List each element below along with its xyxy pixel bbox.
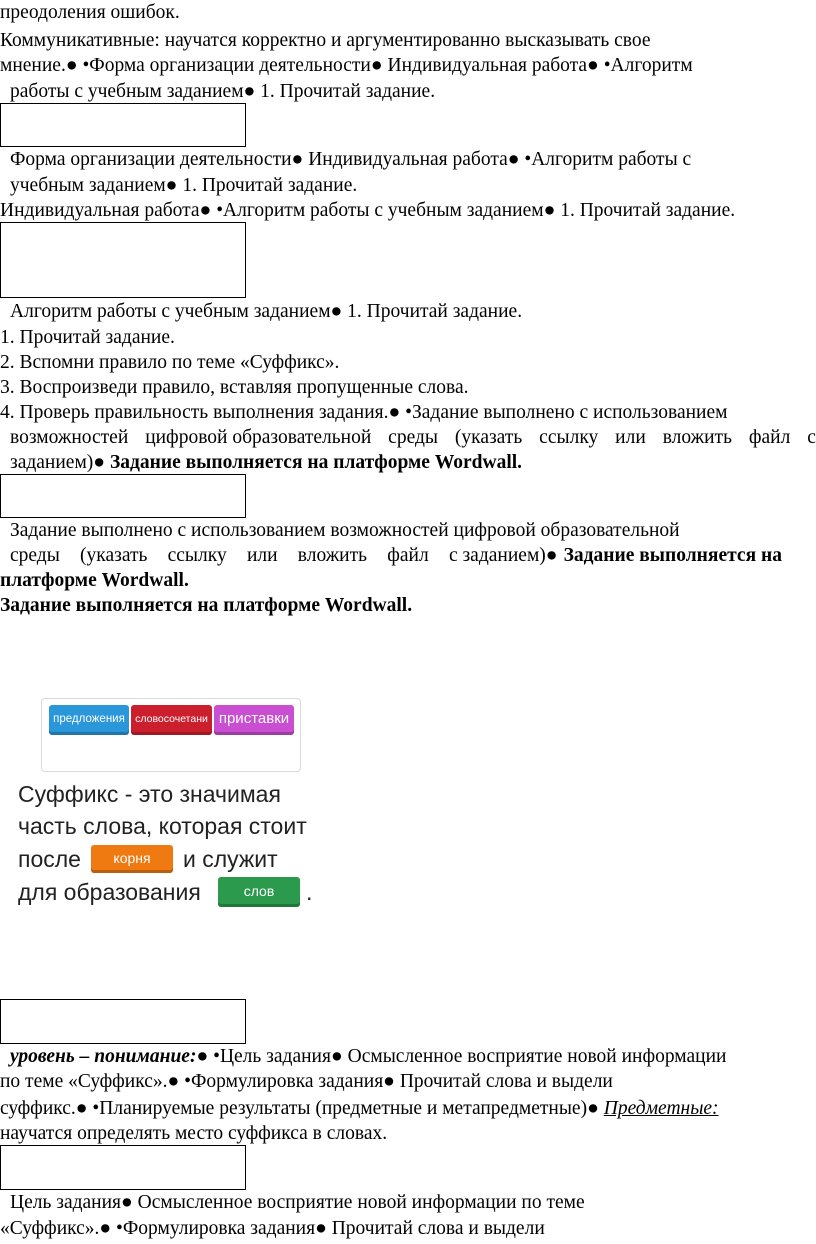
word: с заданием)● bbox=[448, 545, 558, 566]
text-line-23: Цель задания● Осмысленное восприятие новой информации по теме bbox=[10, 1192, 585, 1213]
text-line-16 bbox=[10, 546, 782, 566]
bold-italic-text: уровень – понимание: bbox=[10, 1046, 197, 1067]
word: вложить bbox=[297, 545, 368, 566]
text-line-2: Коммуникативные: научатся корректно и аргументированно высказывать свое bbox=[0, 30, 651, 51]
text-line-1: преодоления ошибок. bbox=[0, 2, 180, 23]
text-line-17: платформе Wordwall. bbox=[0, 570, 189, 591]
text-line-15: Задание выполнено с использованием возможностей цифровой образовательной bbox=[10, 520, 680, 541]
text-line-8: Алгоритм работы с учебным заданием● 1. Прочитай задание. bbox=[10, 301, 523, 322]
word: (указать bbox=[454, 427, 523, 448]
chip-predlozheniya[interactable]: предложения bbox=[49, 705, 129, 735]
word: среды bbox=[10, 545, 60, 566]
text-line-4: работы с учебным заданием● 1. Прочитай задание. bbox=[10, 81, 436, 102]
text-line-24: «Суффикс».● •Формулировка задания● Прочитай слова и выдели bbox=[0, 1218, 545, 1239]
empty-table-cell bbox=[0, 222, 246, 298]
bold-text: Задание выполняется на bbox=[563, 545, 782, 566]
text-line-3: мнение.● •Форма организации деятельности● Индивидуальная работа● •Алгоритм bbox=[0, 55, 693, 76]
list-item-1: 1. Прочитай задание. bbox=[0, 327, 175, 348]
chip-slovosochetaniya[interactable]: словосочетани bbox=[131, 705, 212, 735]
rule-line-4b: . bbox=[306, 879, 313, 905]
word: (указать bbox=[80, 545, 148, 566]
word: или bbox=[615, 427, 646, 448]
text-line-18: Задание выполняется на платформе Wordwall. bbox=[0, 595, 413, 616]
word: ссылку bbox=[167, 545, 227, 566]
answer-chip-slov[interactable]: слов bbox=[218, 877, 300, 907]
word: цифровой образовательной bbox=[145, 427, 372, 448]
empty-table-cell bbox=[0, 474, 246, 518]
text-line-13 bbox=[10, 428, 816, 448]
list-item-2: 2. Вспомни правило по теме «Суффикс». bbox=[0, 352, 340, 373]
chip-pristavki[interactable]: приставки bbox=[214, 705, 294, 735]
word: среды bbox=[388, 427, 438, 448]
empty-table-cell bbox=[0, 1145, 246, 1190]
text-line-21 bbox=[0, 1099, 719, 1119]
text-line-5: Форма организации деятельности● Индивидуальная работа● •Алгоритм работы с bbox=[10, 149, 692, 170]
rule-line-1: Суффикс - это значимая bbox=[18, 781, 281, 807]
word: с bbox=[807, 427, 816, 448]
word: файл bbox=[748, 427, 791, 448]
text-line-7: Индивидуальная работа● •Алгоритм работы с учебным заданием● 1. Прочитай задание. bbox=[0, 200, 736, 221]
word: файл bbox=[387, 545, 429, 566]
italic-underline-text: Предметные: bbox=[603, 1098, 719, 1119]
text-line-14 bbox=[10, 453, 522, 473]
text-line-19 bbox=[10, 1047, 726, 1067]
answer-chip-kornya[interactable]: корня bbox=[91, 845, 173, 873]
word: вложить bbox=[662, 427, 732, 448]
text-line-6: учебным заданием● 1. Прочитай задание. bbox=[10, 175, 358, 196]
text-line-20: по теме «Суффикс».● •Формулировка задания● Прочитай слова и выдели bbox=[0, 1071, 613, 1092]
empty-table-cell bbox=[0, 103, 246, 147]
rule-line-3b: и служит bbox=[183, 846, 278, 872]
plain-text: заданием)● bbox=[10, 452, 106, 473]
word: или bbox=[246, 545, 278, 566]
plain-text: суффикс.● •Планируемые результаты (предметные и метапредметные)● bbox=[0, 1098, 599, 1119]
list-item-4: 4. Проверь правильность выполнения задания.● •Задание выполнено с использованием bbox=[0, 402, 728, 423]
word: возможностей bbox=[10, 427, 129, 448]
rule-line-2: часть слова, которая стоит bbox=[18, 813, 307, 839]
empty-table-cell bbox=[0, 999, 246, 1044]
rule-line-3a: после bbox=[18, 846, 81, 872]
bold-text: Задание выполняется на платформе Wordwall. bbox=[109, 452, 523, 473]
text-line-22: научатся определять место суффикса в словах. bbox=[0, 1123, 388, 1144]
word: ссылку bbox=[539, 427, 599, 448]
list-item-3: 3. Воспроизведи правило, вставляя пропущенные слова. bbox=[0, 377, 469, 398]
rule-line-4a: для образования bbox=[18, 879, 201, 905]
plain-text: ● •Цель задания● Осмысленное восприятие новой информации bbox=[196, 1046, 727, 1067]
